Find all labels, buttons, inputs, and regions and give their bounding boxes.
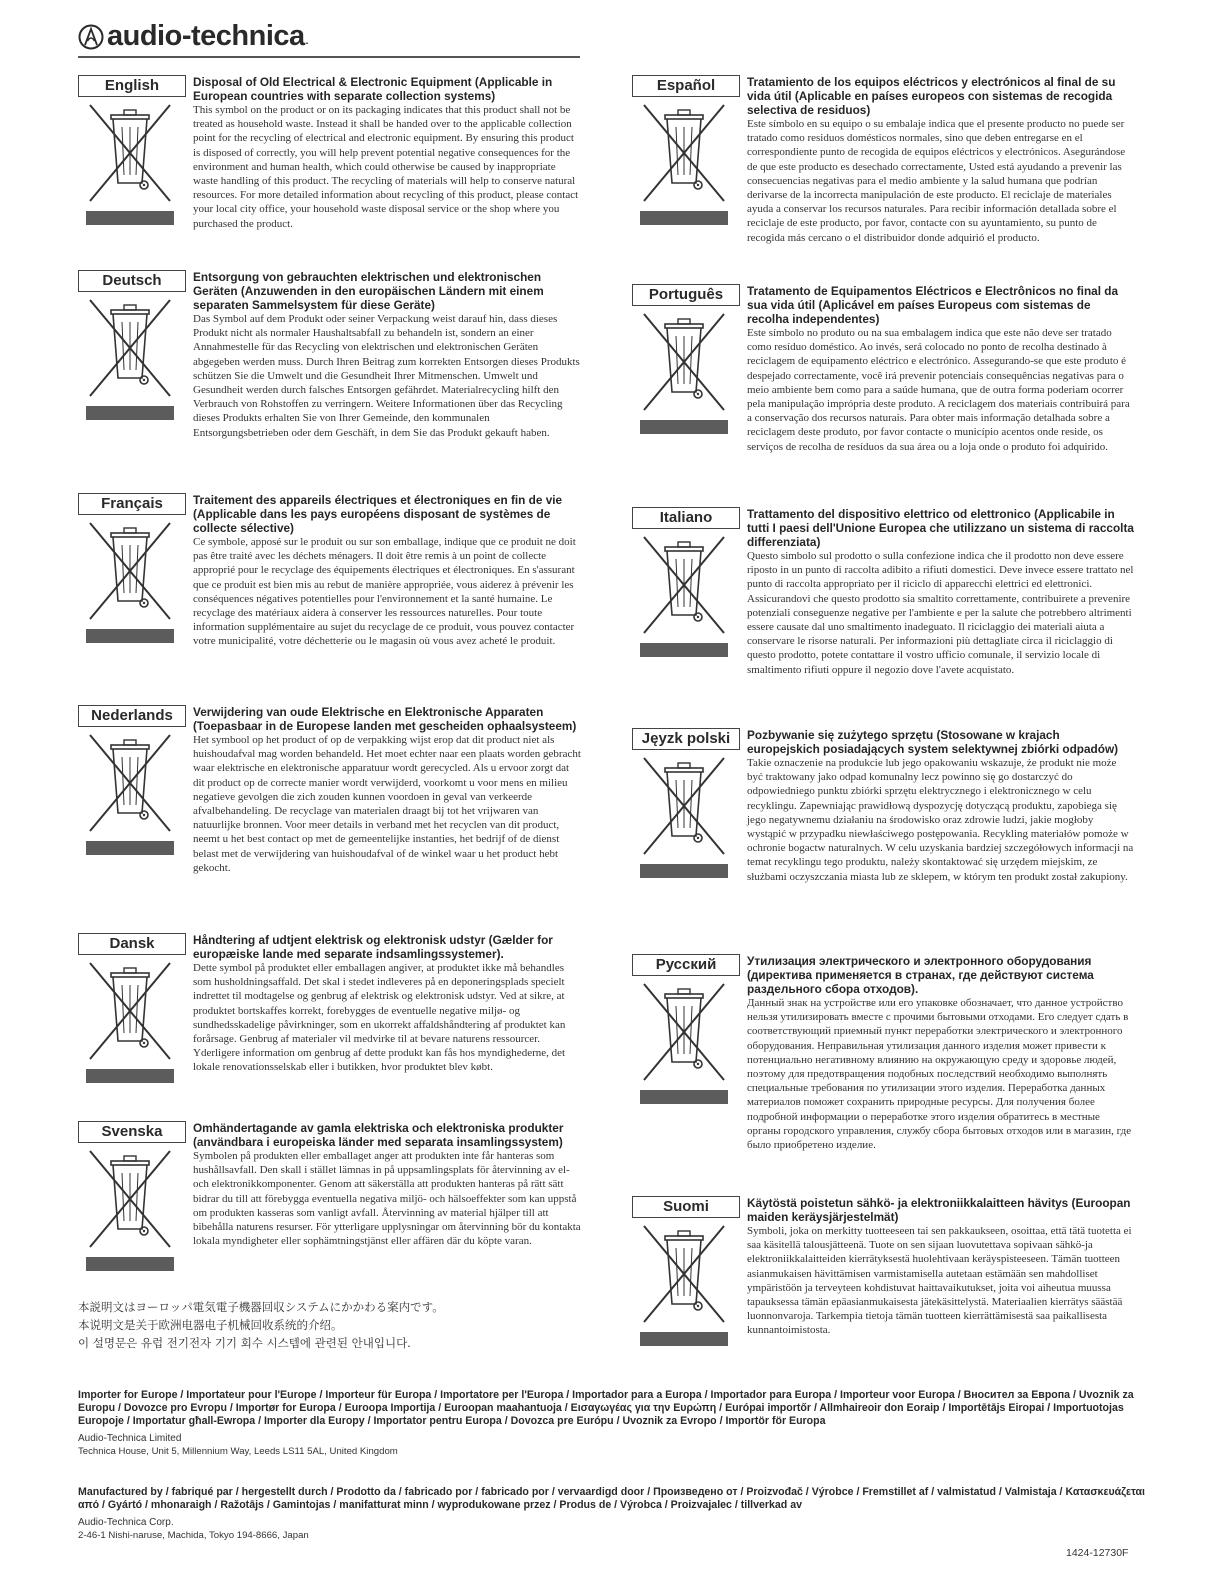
manufacturer-address: 2-46-1 Nishi-naruse, Machida, Tokyo 194-8666, Japan: [78, 1530, 309, 1541]
section-body: Takie oznaczenie na produkcie lub jego opakowaniu wskazuje, że produkt nie może być traktowany jako odpad komunalny lecz powinno się go dostarczyć do odpowiedniego punktu zbiórki sprzętu elektrycznego i elektronicznego w celu recyklingu. Zapewniając prawidłową dyspozycję dotyczącą produktu, zapobiega się jego negatywnemu działaniu na środowisko oraz zdrowie ludzi, jakie mogłoby wystąpić w przypadku niewłaściwego postępowania. Recykling materiałów pomoże w ochronie bogactw naturalnych. W celu uzyskania bardziej szczegółowych informacji na temat recyklingu tego produktu, należy skontaktować się urzędem miejskim, ze służbami oczyszczania miasta lub ze sklepem, w którym ten produkt został zakupiony.: [747, 757, 1134, 883]
section-title: Tratamiento de los equipos eléctricos y electrónicos al final de su vida útil (Aplicable en países europeos con sistemas de recogida selectiva de residuos): [747, 75, 1116, 117]
weee-bar: [640, 643, 728, 657]
lang-label: Suomi: [632, 1196, 740, 1218]
importer-heading: Importer for Europe / Importateur pour l'Europe / Importeur für Europa / Importatore per l'Europa / Importador para a Europa / Importador para Europa / Importeur voor Europa / Внoситeл за Европа / Uvoznik za Europu / Dovozce pro Evropu / Importør for Europa / Euroopa Importija / Euroopan maahantuoja / Εισαγωγέας για την Ευρώπη / Európai importőr / Allmhaireoir don Eoraip / Importētājs Eiropai / Importuotojas Europoje / Importatur għall-Ewropa / Importer dla Europy / Importator pentru Europa / Dovozca pre Európu / Uvoznik za Evropo / Importör för Europa: [78, 1389, 1134, 1427]
lang-label: Svenska: [78, 1121, 186, 1143]
section-body: Symboli, joka on merkitty tuotteeseen tai sen pakkaukseen, osoittaa, että tätä tuotetta ei saa käsitellä talousjätteenä. Tuote on sen sijaan luovutettava sopivaan sähkö-ja elektroniikkalaitteiden kierrätyksestä huolehtivaan keräyspisteeseen. Tämän tuotteen asianmukaisen hävittämisen varmistamisella autetaan estämään sen mahdolliset ympäristöön ja terveyteen kohdistuvat haittavaikutukset, joita voi aiheutua muussa tapauksessa tämän epäasianmukaisesta jätekäsittelystä. Materiaalien kierrätys säästää luonnonvaroja. Tarkempia tietoja tämän tuotteen kierrättämisestä saa paikallisesta kunnantoimistosta.: [747, 1225, 1132, 1337]
section-title: Käytöstä poistetun sähkö- ja elektroniikkalaitteen hävitys (Euroopan maiden keräysjärjestelmät): [747, 1196, 1131, 1224]
weee-bar: [640, 864, 728, 878]
lang-label: Español: [632, 75, 740, 97]
brand-logo: [78, 20, 308, 53]
section-body: Das Symbol auf dem Produkt oder seiner Verpackung weist darauf hin, dass dieses Produkt nicht als normaler Haushaltsabfall zu behandeln ist, sondern an einer Annahmestelle für das Recycling von elektrischen und elektronischen Geräten abgegeben werden muss. Durch Ihren Beitrag zum korrekten Entsorgen dieses Produkts schützen Sie die Umwelt und die Gesundheit Ihrer Mitmenschen. Umwelt und Gesundheit werden durch falsches Entsorgen gefährdet. Materialrecycling hilft den Verbrauch von Rohstoffen zu verringern. Weitere Informationen über das Recycling dieses Produkts erhalten Sie von Ihrer Gemeinde, den kommunalen Entsorgungsbetrieben oder dem Geschäft, in dem Sie das Produkt gekauft haben.: [193, 313, 580, 439]
importer-address: Technica House, Unit 5, Millennium Way, Leeds LS11 5AL, United Kingdom: [78, 1446, 398, 1457]
weee-crossed-bin-icon: [84, 959, 176, 1067]
section-title: Disposal of Old Electrical & Electronic Equipment (Applicable in European countries with separate collection systems): [193, 75, 553, 103]
weee-bar: [640, 1090, 728, 1104]
lang-label: Deutsch: [78, 270, 186, 292]
weee-bar: [86, 841, 174, 855]
weee-bar: [86, 1069, 174, 1083]
note-japanese: 本説明文はヨーロッパ電気電子機器回収システムにかかわる案内です。: [78, 1300, 444, 1314]
weee-bar: [86, 1257, 174, 1271]
weee-crossed-bin-icon: [84, 296, 176, 404]
section-body: Este símbolo en su equipo o su embalaje indica que el presente producto no puede ser tratado como residuos domésticos normales, sino que deben entregarse en el correspondiente punto de recogida de equipos eléctricos y electrónicos. Asegurándose de que este producto es desechado correctamente, Usted está ayudando a prevenir las consecuencias negativas para el medio ambiente y la salud humana que podrían derivarse de la incorrecta manipulación de este producto. El reciclaje de materiales ayuda a conservar los recursos naturales. Para recibir información detallada sobre el reciclaje de este producto, por favor, contacte con su ayuntamiento, su punto de recogida más cercano o el distribuidor donde adquirió el producto.: [747, 118, 1126, 244]
section-body: Questo simbolo sul prodotto o sulla confezione indica che il prodotto non deve essere riposto in un punto di raccolta adibito a rifiuti domestici. Deve invece essere trattato nel punto di raccolta appropriato per il riciclo di apparecchi elettrici ed elettronici. Assicurandovi che questo prodotto sia smaltito correttamente, contribuirete a prevenire potenziali conseguenze negative per l'ambiente e per la salute che potrebbero altrimenti essere causate dal uno smaltimento inadeguato. Il riciclaggio dei materiali aiuta a conservare le risorse naturali. Per informazioni più dettagliate circa il riciclaggio di questo prodotto, potete contattare il vostro ufficio comunale, il servizio locale di smaltimento rifiuti oppure il negozio dove l'avete acquistato.: [747, 550, 1134, 676]
section-body: Данный знак на устройстве или его упаковке обозначает, что данное устройство нельзя утилизировать вместе с прочими бытовыми отходами. Его следует сдать в соответствующий приемный пункт переработки электрического и электронного оборудования. Неправильная утилизация данного изделия может привести к потенциально негативному влиянию на окружающую среду и здоровье людей, поэтому для предотвращения подобных последствий необходимо выполнять специальные требования по утилизации этого изделия. Переработка данных материалов поможет сохранить природные ресурсы. Для получения более подробной информации о переработке этого изделия обратитесь в местные органы городского управления, службу сбора бытовых отходов или в магазин, где было приобретено изделие.: [747, 997, 1132, 1152]
importer-company: Audio-Technica Limited: [78, 1433, 182, 1444]
weee-bar: [640, 1332, 728, 1346]
weee-crossed-bin-icon: [84, 519, 176, 627]
section-body: Ce symbole, apposé sur le produit ou sur son emballage, indique que ce produit ne doit pas être traité avec les déchets ménagers. Il doit être remis à un point de collecte approprié pour le recyclage des équipements électriques et électroniques. En s'assurant que ce produit est bien mis au rebut de manière appropriée, vous aiderez à prévenir les conséquences négatives potentielles pour l'environnement et la santé humaine. Le recyclage des matériaux aidera à conserver les ressources naturelles. Pour toute information supplémentaire au sujet du recyclage de ce produit, vous pouvez contacter votre municipalité, votre déchetterie ou le magasin où vous avez acheté le produit.: [193, 536, 576, 648]
weee-crossed-bin-icon: [84, 731, 176, 839]
weee-crossed-bin-icon: [638, 980, 730, 1088]
note-chinese: 本说明文是关于欧洲电器电子机械回收系统的介绍。: [78, 1318, 343, 1332]
lang-label: Jęyzk polski: [632, 728, 740, 750]
section-title: Entsorgung von gebrauchten elektrischen und elektronischen Geräten (Anzuwenden in den europäischen Ländern mit einem separaten Sammelsystem für diese Geräte): [193, 270, 544, 312]
weee-crossed-bin-icon: [638, 310, 730, 418]
section-body: Dette symbol på produktet eller emballagen angiver, at produktet ikke må behandles som husholdningsaffald. Det skal i stedet indleveres på en deponeringsplads specielt indrettet til modtagelse og genbrug af elektrisk og elektronisk udstyr. Ved at sikre, at produktet bortskaffes korrekt, forebygges de eventuelle negative miljø- og sundhedsskadelige påvirkninger, som en ukorrekt affaldshåndtering af produktet kan forårsage. Genbrug af materialer vil medvirke til at bevare naturens ressourcer. Yderligere information om genbrug af dette produkt kan fås hos myndighederne, det lokale renovationsselskab eller i butikken, hvor produktet blev købt.: [193, 962, 566, 1074]
section-title: Утилизация электрического и электронного оборудования (директива применяется в странах, где действуют система раздельного сбора отходов).: [747, 954, 1094, 996]
section-title: Tratamento de Equipamentos Eléctricos e Electrônicos no final da sua vida útil (Aplicável em países Europeus com sistemas de recolha independentes): [747, 284, 1119, 326]
section-body: Het symbool op het product of op de verpakking wijst erop dat dit product niet als huishoudafval mag worden behandeld. Het moet echter naar een plaats worden gebracht waar elektrische en elektronische apparatuur wordt gerecycled. Als u ervoor zorgt dat dit product op de correcte manier wordt verwijderd, voorkomt u voor mens en milieu negatieve gevolgen die zich zouden kunnen voordoen in geval van verkeerde afvalbehandeling. De recyclage van materialen draagt bij tot het vrijwaren van natuurlijke bronnen. Voor meer details in verband met het recyclen van dit product, neemt u het best contact op met de gemeentelijke instanties, het bedrijf of de dienst belast met de verwijdering van huishoudafval of de winkel waar u het product hebt gekocht.: [193, 734, 581, 874]
brand-name: audio-technica: [107, 20, 305, 52]
lang-label: Português: [632, 284, 740, 306]
lang-label: English: [78, 75, 186, 97]
section-body: This symbol on the product or on its packaging indicates that this product shall not be treated as household waste. Instead it shall be handed over to the applicable collection point for the recycling of electrical and electronic equipment. By ensuring this product is disposed of correctly, you will help prevent potential negative consequences for the environment and human health, which could otherwise be caused by inappropriate waste handling of this product. The recycling of materials will help to conserve natural resources. For more detailed information about recycling of this product, please contact your local city office, your household waste disposal service or the shop where you purchased the product.: [193, 104, 579, 230]
header-rule: [78, 56, 580, 58]
section-title: Traitement des appareils électriques et électroniques en fin de vie (Applicable dans les pays européens disposant de systèmes de collecte sélective): [193, 493, 563, 535]
weee-bar: [86, 211, 174, 225]
section-title: Pozbywanie się zużytego sprzętu (Stosowane w krajach europejskich posiadających system selektywnej zbiórki odpadów): [747, 728, 1119, 756]
lang-label: Italiano: [632, 507, 740, 529]
section-title: Trattamento del dispositivo elettrico od elettronico (Applicabile in tutti I paesi dell'Unione Europea che utilizzano un sistema di raccolta differenziata): [747, 507, 1134, 549]
section-body: Symbolen på produkten eller emballaget anger att produkten inte får hanteras som hushållsavfall. Den skall i stället lämnas in på uppsamlingsplats för återvinning av el- och elektronikkomponenter. Genom att säkerställa att produkten hanteras på rätt sätt bidrar du till att förebygga eventuella negativa miljö- och hälsoeffekter som kan uppstå om produkten kasseras som vanligt avfall. Återvinning av material hjälper till att bibehålla naturens resurser. För ytterligare upplysningar om återvinning bör du kontakta lokala myndigheter eller sophämtningstjänst eller affären där du köpte varan.: [193, 1150, 581, 1248]
weee-crossed-bin-icon: [84, 1147, 176, 1255]
brand-trademark-dot: .: [305, 36, 308, 47]
note-korean: 이 설명문은 유럽 전기전자 기기 회수 시스템에 관련된 안내입니다.: [78, 1336, 411, 1350]
weee-bar: [640, 420, 728, 434]
weee-bar: [640, 211, 728, 225]
document-code: 1424-12730F: [1066, 1547, 1129, 1559]
section-title: Håndtering af udtjent elektrisk og elektronisk udstyr (Gælder for europæiske lande med separate indsamlingssystemer).: [193, 933, 553, 961]
weee-crossed-bin-icon: [638, 533, 730, 641]
importer-info: [78, 1389, 1148, 1458]
lang-label: Français: [78, 493, 186, 515]
manufacturer-heading: Manufactured by / fabriqué par / hergestellt durch / Prodotto da / fabricado por / fabricado por / vervaardigd door / Произведено от / Proizvođač / Výrobce / Fremstillet af / valmistatud / Valmistaja / Κατασκευάζεται από / Gyártó / mhonaraigh / Ražotājs / Gamintojas / manifatturat minn / wyprodukowane przez / Produs de / Výrobca / Proizvajalec / tillverkad av: [78, 1486, 1145, 1511]
lang-label: Nederlands: [78, 705, 186, 727]
weee-crossed-bin-icon: [638, 101, 730, 209]
lang-label: Русский: [632, 954, 740, 976]
lang-label: Dansk: [78, 933, 186, 955]
manufacturer-info: [78, 1486, 1148, 1542]
section-title: Verwijdering van oude Elektrische en Elektronische Apparaten (Toepasbaar in de Europese landen met gescheiden ophaalsysteem): [193, 705, 577, 733]
audio-technica-logo-icon: [78, 24, 104, 50]
weee-bar: [86, 406, 174, 420]
weee-crossed-bin-icon: [638, 754, 730, 862]
manufacturer-company: Audio-Technica Corp.: [78, 1517, 174, 1528]
weee-crossed-bin-icon: [638, 1222, 730, 1330]
cjk-notes: [78, 1298, 444, 1352]
weee-crossed-bin-icon: [84, 101, 176, 209]
section-body: Este símbolo no produto ou na sua embalagem indica que este não deve ser tratado como resíduo doméstico. Ao invés, será colocado no ponto de recolha destinado à reciclagem de equipamento eléctrico e electrónico. Assegurando-se que este produto é despejado correctamente, você irá prevenir potenciais consequências negativas para o meio ambiente bem como para a saúde humana, que de outra forma poderiam ocorrer pela manipulação imprópria deste produto. A reciclagem dos materiais contribuirá para a conservação dos recursos naturais. Para obter mais informação detalhada sobre a reciclagem deste produto, por favor contacte o município acentos onde reside, os serviços de recolha de resíduos da sua área ou a loja onde o produto foi adquirido.: [747, 327, 1130, 453]
weee-bar: [86, 629, 174, 643]
section-title: Omhändertagande av gamla elektriska och elektroniska produkter (användbara i europeiska länder med separata insamlingssystem): [193, 1121, 564, 1149]
